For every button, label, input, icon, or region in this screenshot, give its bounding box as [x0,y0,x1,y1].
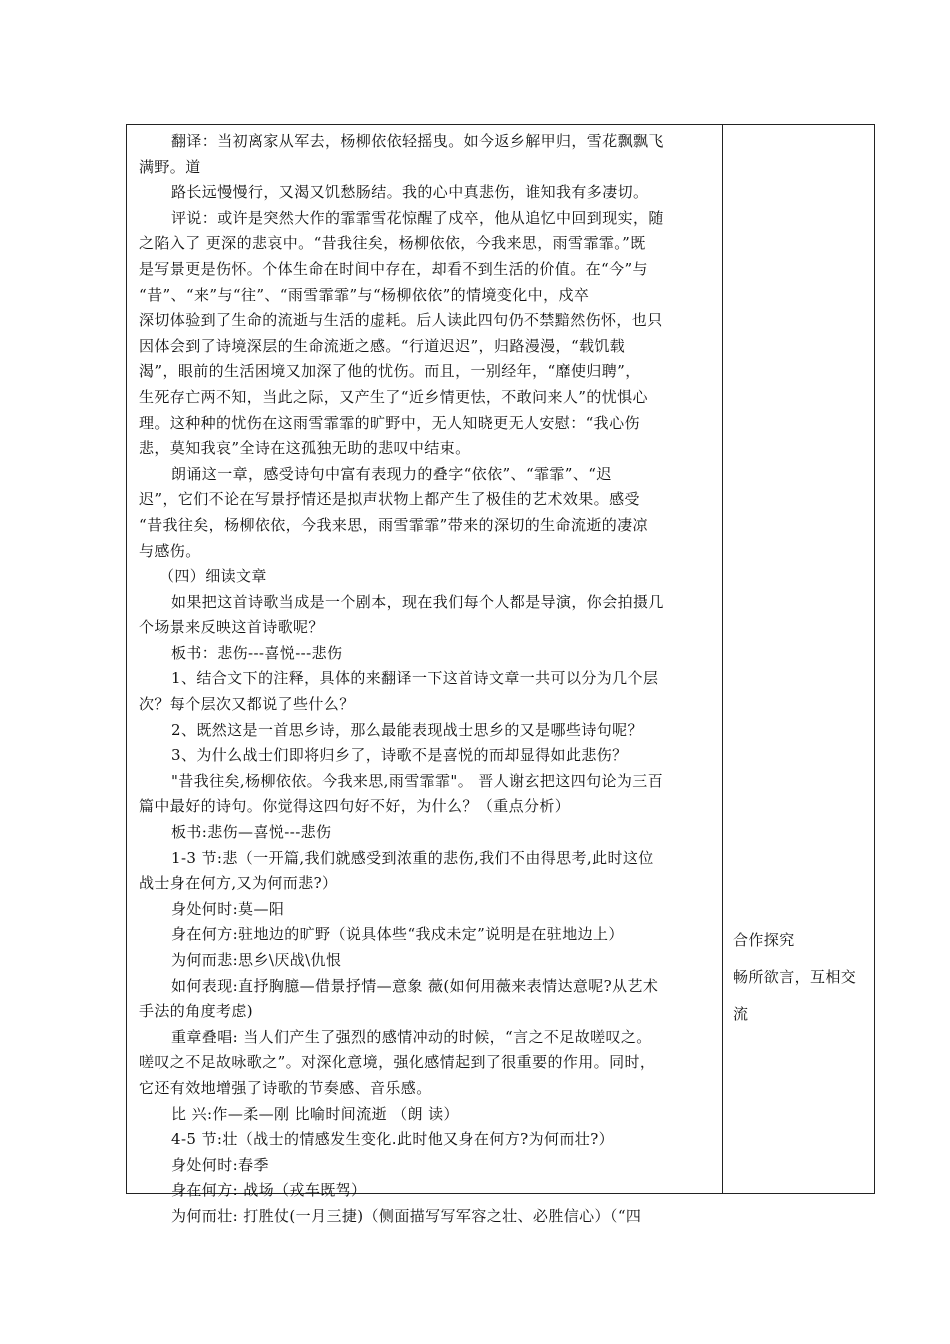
text-line: 理。这种种的忧伤在这雨雪霏霏的旷野中，无人知晓更无人安慰：“我心伤 [139,413,640,432]
text-line: 板书:悲伤—喜悦---悲伤 [171,823,332,842]
text-line: 深切体验到了生命的流逝与生活的虚耗。后人读此四句仍不禁黯然伤怀，也只 [139,311,663,330]
text-line: （四）细读文章 [159,567,267,586]
text-line: 为何而悲:思乡\厌战\仇恨 [171,951,342,969]
text-line: 评说：或许是突然大作的霏霏雪花惊醒了戍卒，他从追忆中回到现实，随 [171,208,664,227]
text-line: 为何而壮: 打胜仗(一月三捷)（侧面描写写军容之壮、必胜信心）（“四 [171,1206,642,1225]
teaching-content-cell [127,125,723,1225]
text-line: 它还有效地增强了诗歌的节奏感、音乐感。 [139,1078,432,1097]
text-line: 4-5 节:壮（战士的情感发生变化.此时他又身在何方?为何而壮?） [171,1130,615,1149]
text-line: 之陷入了 更深的悲哀中。“昔我往矣，杨柳依依，今我来思，雨雪霏霏。”既 [139,234,646,253]
text-line: 悲，莫知我哀”全诗在这孤独无助的悲叹中结束。 [139,439,471,458]
text-line: 因体会到了诗境深层的生命流逝之感。“行道迟迟”，归路漫漫，“载饥载 [139,336,626,355]
text-line: 个场景来反映这首诗歌呢？ [139,618,324,637]
text-line: 次？每个层次又都说了些什么？ [139,695,355,714]
text-line: 篇中最好的诗句。你觉得这四句好不好，为什么？（重点分析） [139,797,571,816]
text-line: 1、结合文下的注释，具体的来翻译一下这首诗文章一共可以分为几个层 [171,669,659,688]
text-line: 渴”，眼前的生活困境又加深了他的忧伤。而且，一别经年，“靡使归聘”， [139,362,641,381]
text-line: 如何表现:直抒胸臆—借景抒情—意象 薇(如何用薇来表情达意呢?从艺术 [171,976,659,995]
text-line: 满野。道 [139,157,201,176]
text-line: 与感伤。 [139,541,201,560]
text-line: 3、为什么战士们即将归乡了，诗歌不是喜悦的而却显得如此悲伤？ [171,746,628,765]
text-line: 战士身在何方,又为何而悲?） [139,874,338,893]
text-line: 翻译：当初离家从军去，杨柳依依轻摇曳。如今返乡解甲归，雪花飘飘飞 [171,132,664,150]
text-line: 迟”，它们不论在写景抒情还是拟声状物上都产生了极佳的艺术效果。感受 [139,490,640,509]
text-line: 板书：悲伤---喜悦---悲伤 [171,643,343,662]
side-note-line: 畅所欲言，互相交 [733,968,857,986]
text-line: 1-3 节:悲（一开篇,我们就感受到浓重的悲伤,我们不由得思考,此时这位 [171,848,654,867]
text-line: 身在何方: 战场（戎车既驾） [171,1181,367,1200]
text-line: 手法的角度考虑) [139,1002,254,1021]
text-line: 是写景更是伤怀。个体生命在时间中存在，却看不到生活的价值。在“今”与 [139,259,648,278]
activity-notes [733,922,873,1033]
text-line: 比 兴:作—柔—刚 比喻时间流逝 （朗 读） [171,1104,459,1123]
activity-notes-cell [723,125,874,1193]
text-line: 身在何方:驻地边的旷野（说具体些“我戍未定”说明是在驻地边上） [171,925,624,944]
text-line: 嗟叹之不足故咏歌之”。对深化意境，强化感情起到了很重要的作用。同时， [139,1053,656,1072]
text-line: “昔”、“来”与“往”、“雨雪霏霏”与“杨柳依依”的情境变化中，戍卒 [139,285,590,304]
text-line: 朗诵这一章，感受诗句中富有表现力的叠字“依依”、“霏霏”、“迟 [171,464,612,483]
text-line: 生死存亡两不知，当此之际，又产生了“近乡情更怯，不敢问来人”的忧惧心 [139,387,648,406]
text-line: “昔我往矣，杨柳依依，今我来思，雨雪霏霏”带来的深切的生命流逝的凄凉 [139,515,648,534]
text-line: "昔我往矣,杨柳依依。今我来思,雨雪霏霏"。 晋人谢玄把这四句论为三百 [171,771,664,790]
text-line: 身处何时:春季 [171,1155,269,1174]
text-line: 身处何时:莫—阳 [171,899,285,918]
text-line: 如果把这首诗歌当成是一个剧本，现在我们每个人都是导演，你会拍摄几 [171,592,664,611]
text-line: 路长远慢慢行，又渴又饥愁肠结。我的心中真悲伤，谁知我有多凄切。 [171,183,649,202]
lesson-plan-table [126,124,875,1225]
text-line: 2、既然这是一首思乡诗，那么最能表现战士思乡的又是哪些诗句呢？ [171,720,643,739]
side-note-line: 流 [733,1005,749,1023]
side-note-line: 合作探究 [733,931,795,949]
text-line: 重章叠唱: 当人们产生了强烈的感情冲动的时候，“言之不足故嗟叹之。 [171,1027,652,1046]
